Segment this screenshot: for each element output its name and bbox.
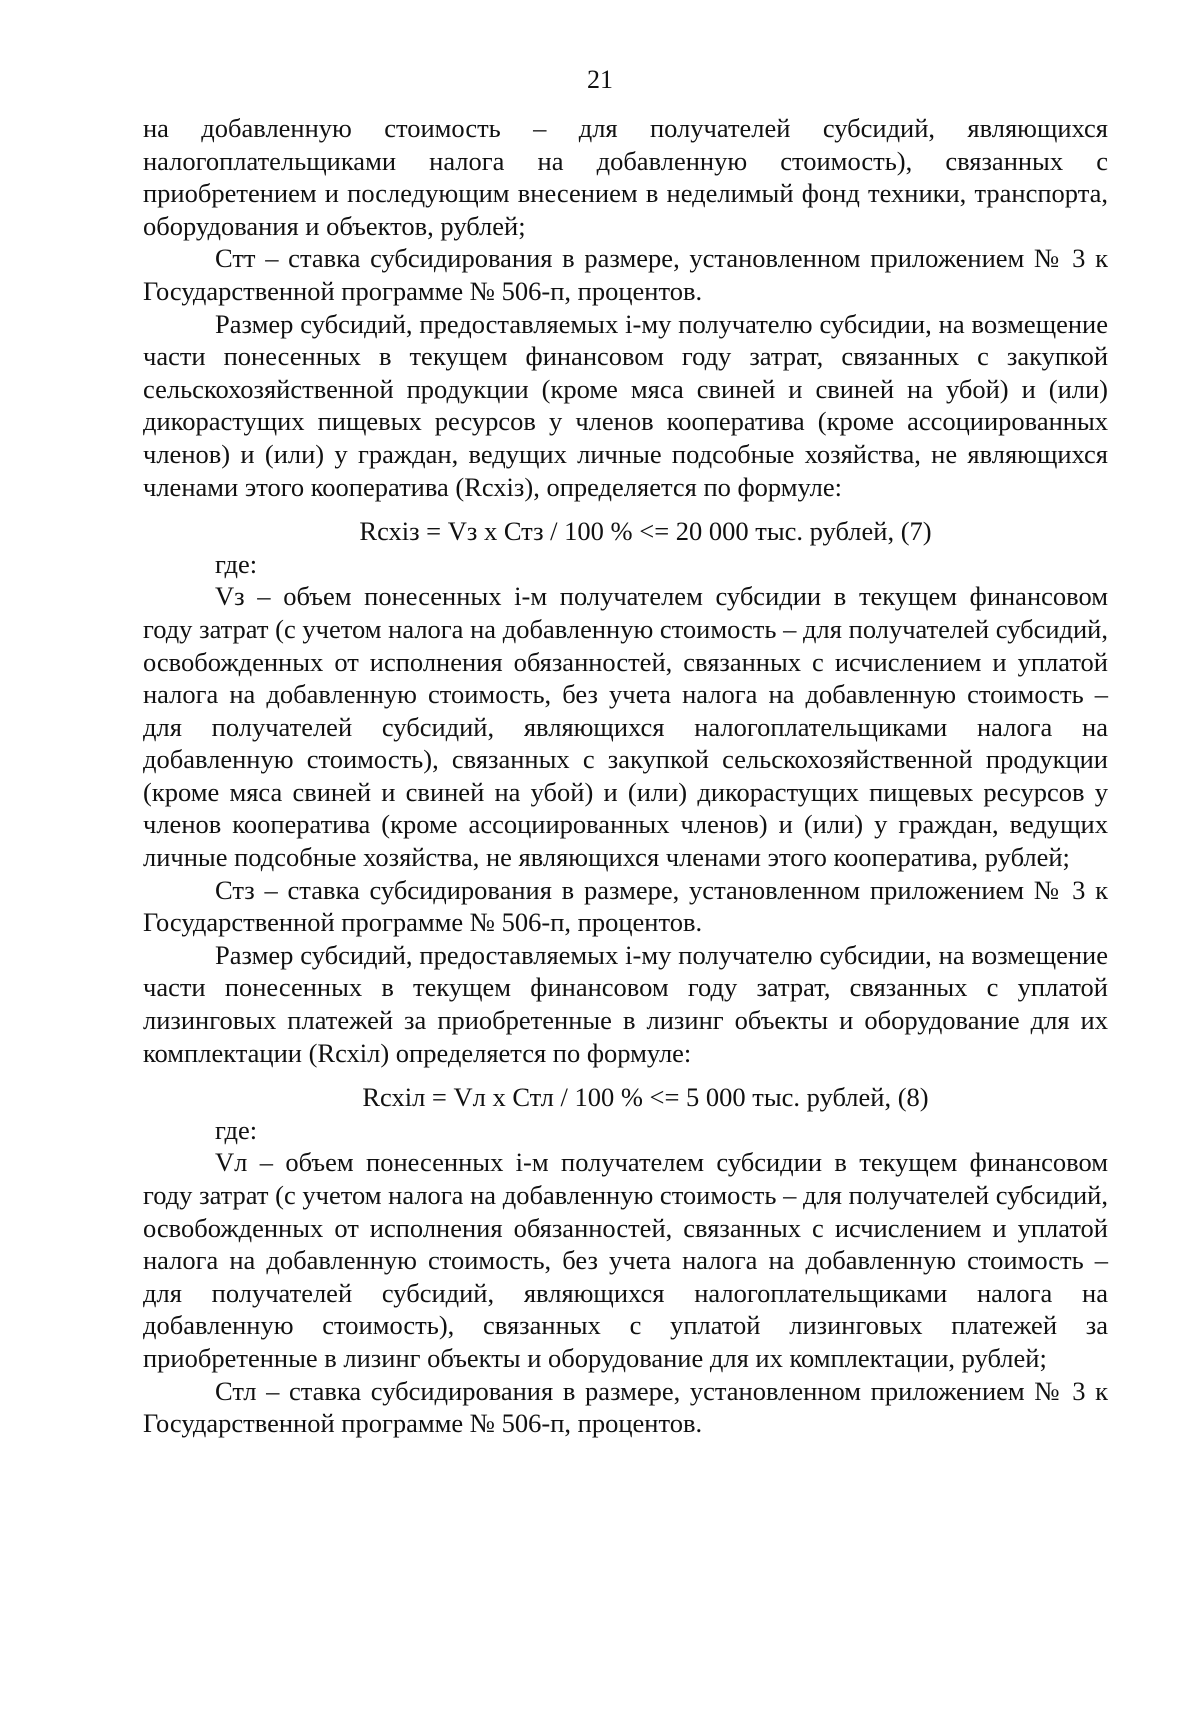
paragraph-vl-definition: Vл – объем понесенных i-м получателем субсидии в текущем финансовом году затрат (с учетом налога на добавленную стоимость – для получателей субсидий, освобожденных от исполнения обязанностей, связанных с исчислением и уплатой налога на добавленную стоимость, без учета налога на добавленную стоимость – для получателей субсидий, являющихся налогоплательщиками налога на добавленную стоимость), связанных с уплатой лизинговых платежей за приобретенные в лизинг объекты и оборудование для их комплектации, рублей;	[143, 1147, 1108, 1373]
paragraph-stt-definition: Стт – ставка субсидирования в размере, установленном приложением № 3 к Государственной программе № 506-п, процентов.	[143, 243, 1108, 306]
paragraph-stz-definition: Стз – ставка субсидирования в размере, установленном приложением № 3 к Государственной программе № 506-п, процентов.	[143, 874, 1108, 938]
formula-8: Rсхiл = Vл х Стл / 100 % <= 5 000 тыс. рублей, (8)	[362, 1082, 929, 1113]
formula-7: Rсхiз = Vз х Стз / 100 % <= 20 000 тыс. рублей, (7)	[359, 516, 932, 547]
document-body	[143, 112, 1108, 1440]
where-label-1: где:	[215, 548, 258, 579]
paragraph-vz-definition: Vз – объем понесенных i-м получателем субсидии в текущем финансовом году затрат (с учетом налога на добавленную стоимость – для получателей субсидий, освобожденных от исполнения обязанностей, связанных с исчислением и уплатой налога на добавленную стоимость, без учета налога на добавленную стоимость – для получателей субсидий, являющихся налогоплательщиками налога на добавленную стоимость), связанных с закупкой сельскохозяйственной продукции (кроме мяса свиней и свиней на убой) и (или) дикорастущих пищевых ресурсов у членов кооператива (кроме ассоциированных членов) и (или) у граждан, ведущих личные подсобные хозяйства, не являющихся членами этого кооператива, рублей;	[143, 581, 1108, 873]
paragraph-stl-definition: Стл – ставка субсидирования в размере, установленном приложением № 3 к Государственной программе № 506-п, процентов.	[143, 1375, 1108, 1439]
page-number: 21	[587, 65, 613, 94]
where-label-2: где:	[215, 1114, 258, 1145]
paragraph-subsidy-purchase: Размер субсидий, предоставляемых i-му получателю субсидии, на возмещение части понесенных в текущем финансовом году затрат, связанных с закупкой сельскохозяйственной продукции (кроме мяса свиней и свиней на убой) и (или) дикорастущих пищевых ресурсов у членов кооператива (кроме ассоциированных членов) и (или) у граждан, ведущих личные подсобные хозяйства, не являющихся членами этого кооператива (Rсхiз), определяется по формуле:	[143, 308, 1108, 502]
paragraph-continuation: на добавленную стоимость – для получателей субсидий, являющихся налогоплательщиками налога на добавленную стоимость), связанных с приобретением и последующим внесением в неделимый фонд техники, транспорта, оборудования и объектов, рублей;	[143, 113, 1108, 241]
paragraph-subsidy-leasing: Размер субсидий, предоставляемых i-му получателю субсидии, на возмещение части понесенных в текущем финансовом году затрат, связанных с уплатой лизинговых платежей за приобретенные в лизинг объекты и оборудование для их комплектации (Rсхiл) определяется по формуле:	[143, 939, 1108, 1068]
